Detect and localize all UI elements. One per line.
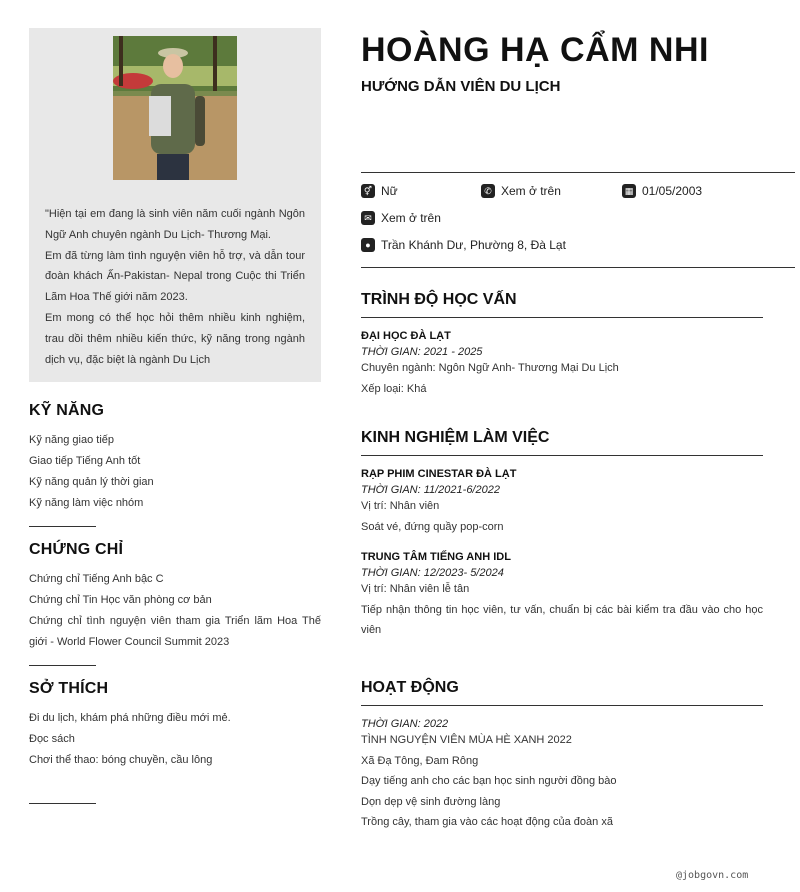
calendar-icon: ▦	[622, 184, 636, 198]
certificates-section	[29, 541, 321, 666]
address-item	[361, 238, 566, 252]
entry-line: Dạy tiếng anh cho các bạn học sinh người đồng bào	[361, 775, 617, 787]
hobbies-section	[29, 680, 321, 804]
list-item: Kỹ năng giao tiếp	[29, 434, 115, 446]
job-time: THỜI GIAN: 11/2021-6/2022	[361, 484, 500, 496]
email-item	[361, 211, 441, 225]
skills-section	[29, 402, 321, 527]
education-time: THỜI GIAN: 2021 - 2025	[361, 346, 483, 358]
header	[361, 30, 763, 95]
divider	[29, 803, 96, 804]
list-item: Kỹ năng quản lý thời gian	[29, 476, 154, 488]
contact-info	[361, 172, 795, 268]
list-item: Chứng chỉ Tin Học văn phòng cơ bản	[29, 594, 212, 606]
list-item: Đi du lịch, khám phá những điều mới mẻ.	[29, 712, 231, 724]
certificates-list	[29, 569, 321, 653]
job-title: HƯỚNG DẪN VIÊN DU LỊCH	[361, 78, 561, 95]
activities-section	[361, 679, 763, 833]
divider	[29, 526, 96, 527]
entry-line: Trồng cây, tham gia vào các hoạt động của đoàn xã	[361, 816, 613, 828]
list-item: Giao tiếp Tiếng Anh tốt	[29, 455, 141, 467]
entry-line: Xã Đạ Tông, Đam Rông	[361, 754, 479, 767]
job-time: THỜI GIAN: 12/2023- 5/2024	[361, 567, 504, 579]
entry-line: Xếp loại: Khá	[361, 382, 427, 395]
education-title: TRÌNH ĐỘ HỌC VẤN	[361, 291, 763, 318]
gender-value: Nữ	[381, 184, 398, 198]
entry-line: Chuyên ngành: Ngôn Ngữ Anh- Thương Mại Du Lịch	[361, 362, 619, 374]
list-item: Kỹ năng làm việc nhóm	[29, 497, 144, 509]
entry-line: Vị trí: Nhân viên	[361, 500, 440, 512]
gender-icon: ⚥	[361, 184, 375, 198]
address-value: Trần Khánh Dư, Phường 8, Đà Lạt	[381, 238, 566, 252]
school-name: ĐẠI HỌC ĐÀ LẠT	[361, 330, 451, 342]
summary-paragraph: "Hiện tại em đang là sinh viên năm cuối ngành Ngôn Ngữ Anh chuyên ngành Du Lịch- Thương Mại.	[45, 208, 305, 241]
experience-title: KINH NGHIỆM LÀM VIỆC	[361, 429, 763, 456]
skills-list	[29, 430, 321, 514]
phone-value: Xem ở trên	[501, 184, 561, 198]
profile-summary	[29, 180, 321, 370]
gender-item	[361, 184, 398, 198]
company-name: RẠP PHIM CINESTAR ĐÀ LẠT	[361, 468, 517, 480]
certificates-title: CHỨNG CHỈ	[29, 541, 124, 558]
list-item: Đọc sách	[29, 733, 75, 745]
entry-line: Dọn dẹp vệ sinh đường làng	[361, 795, 501, 808]
email-value: Xem ở trên	[381, 211, 441, 225]
list-item: Chứng chỉ tình nguyện viên tham gia Triển lãm Hoa Thế giới - World Flower Council Summit 2023	[29, 615, 321, 648]
list-item: Chứng chỉ Tiếng Anh bậc C	[29, 573, 164, 585]
left-column	[29, 28, 321, 818]
watermark: @jobgovn.com	[676, 870, 749, 881]
summary-paragraph: Em đã từng làm tình nguyện viên hỗ trợ, và dẫn tour đoàn khách Ấn-Pakistan- Nepal trong Cuộc thi Triển Lãm Hoa Thế giới năm 2023.	[45, 249, 305, 304]
experience-section	[361, 429, 763, 641]
entry-line: Vị trí: Nhân viên lễ tân	[361, 583, 470, 595]
hobbies-title: SỞ THÍCH	[29, 680, 109, 697]
location-pin-icon: ●	[361, 238, 375, 252]
activity-time: THỜI GIAN: 2022	[361, 718, 449, 730]
phone-icon: ✆	[481, 184, 495, 198]
phone-item	[481, 184, 561, 198]
skills-title: KỸ NĂNG	[29, 402, 105, 419]
birthday-value: 01/05/2003	[642, 184, 703, 198]
profile-photo	[113, 36, 237, 180]
entry-line: TÌNH NGUYỆN VIÊN MÙA HÈ XANH 2022	[361, 734, 572, 746]
entry-line: Soát vé, đứng quầy pop-corn	[361, 520, 504, 533]
hobbies-list	[29, 708, 321, 771]
summary-paragraph: Em mong có thể học hỏi thêm nhiều kinh nghiệm, trau dồi thêm nhiều kiến thức, kỹ năng trong ngành dịch vụ, đặc biệt là ngành Du Lịch	[45, 311, 305, 366]
list-item: Chơi thể thao: bóng chuyền, cầu lông	[29, 754, 213, 766]
education-section	[361, 291, 763, 399]
entry-line: Tiếp nhận thông tin học viên, tư vấn, chuẩn bị các bài kiểm tra đầu vào cho học viên	[361, 603, 763, 636]
birthday-item	[622, 184, 702, 198]
company-name: TRUNG TÂM TIẾNG ANH IDL	[361, 551, 511, 563]
activities-title: HOẠT ĐỘNG	[361, 679, 763, 706]
candidate-name: HOÀNG HẠ CẨM NHI	[361, 31, 709, 69]
profile-box	[29, 28, 321, 382]
divider	[29, 665, 96, 666]
mail-icon: ✉	[361, 211, 375, 225]
